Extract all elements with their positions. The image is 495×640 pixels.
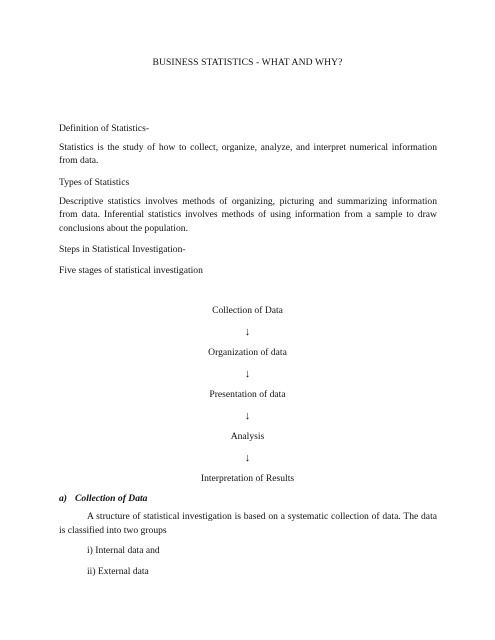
stage-interpretation: Interpretation of Results: [200, 473, 295, 484]
down-arrow-icon: ↓: [244, 452, 251, 464]
definition-text: Statistics is the study of how to collect, organize, analyze, and interpret numerical information from data.: [59, 142, 437, 167]
stage-presentation: Presentation of data: [209, 389, 286, 400]
stage-organization: Organization of data: [208, 347, 287, 358]
section-a-title: Collection of Data: [75, 493, 148, 504]
section-a-heading: [59, 493, 147, 504]
types-heading: Types of Statistics: [59, 177, 130, 188]
down-arrow-icon: ↓: [244, 410, 251, 422]
section-a-number: a): [59, 493, 67, 504]
types-text: Descriptive statistics involves methods of organizing, picturing and summarizing information from data. Inferential statistics involves methods of using information from a sample to draw conclusions about the population.: [59, 196, 437, 234]
down-arrow-icon: ↓: [244, 326, 251, 338]
stage-analysis: Analysis: [230, 431, 265, 442]
list-item-internal: i) Internal data and: [87, 545, 160, 556]
section-a-text: A structure of statistical investigation is based on a systematic collection of data. The data is classified into two groups: [59, 511, 437, 537]
list-item-external: ii) External data: [87, 566, 149, 577]
stages-intro: Five stages of statistical investigation: [59, 265, 203, 276]
down-arrow-icon: ↓: [244, 368, 251, 380]
document-title: BUSINESS STATISTICS - WHAT AND WHY?: [152, 57, 343, 68]
stage-collection: Collection of Data: [212, 305, 283, 316]
steps-heading: Steps in Statistical Investigation-: [59, 244, 186, 255]
definition-heading: Definition of Statistics-: [59, 123, 150, 134]
